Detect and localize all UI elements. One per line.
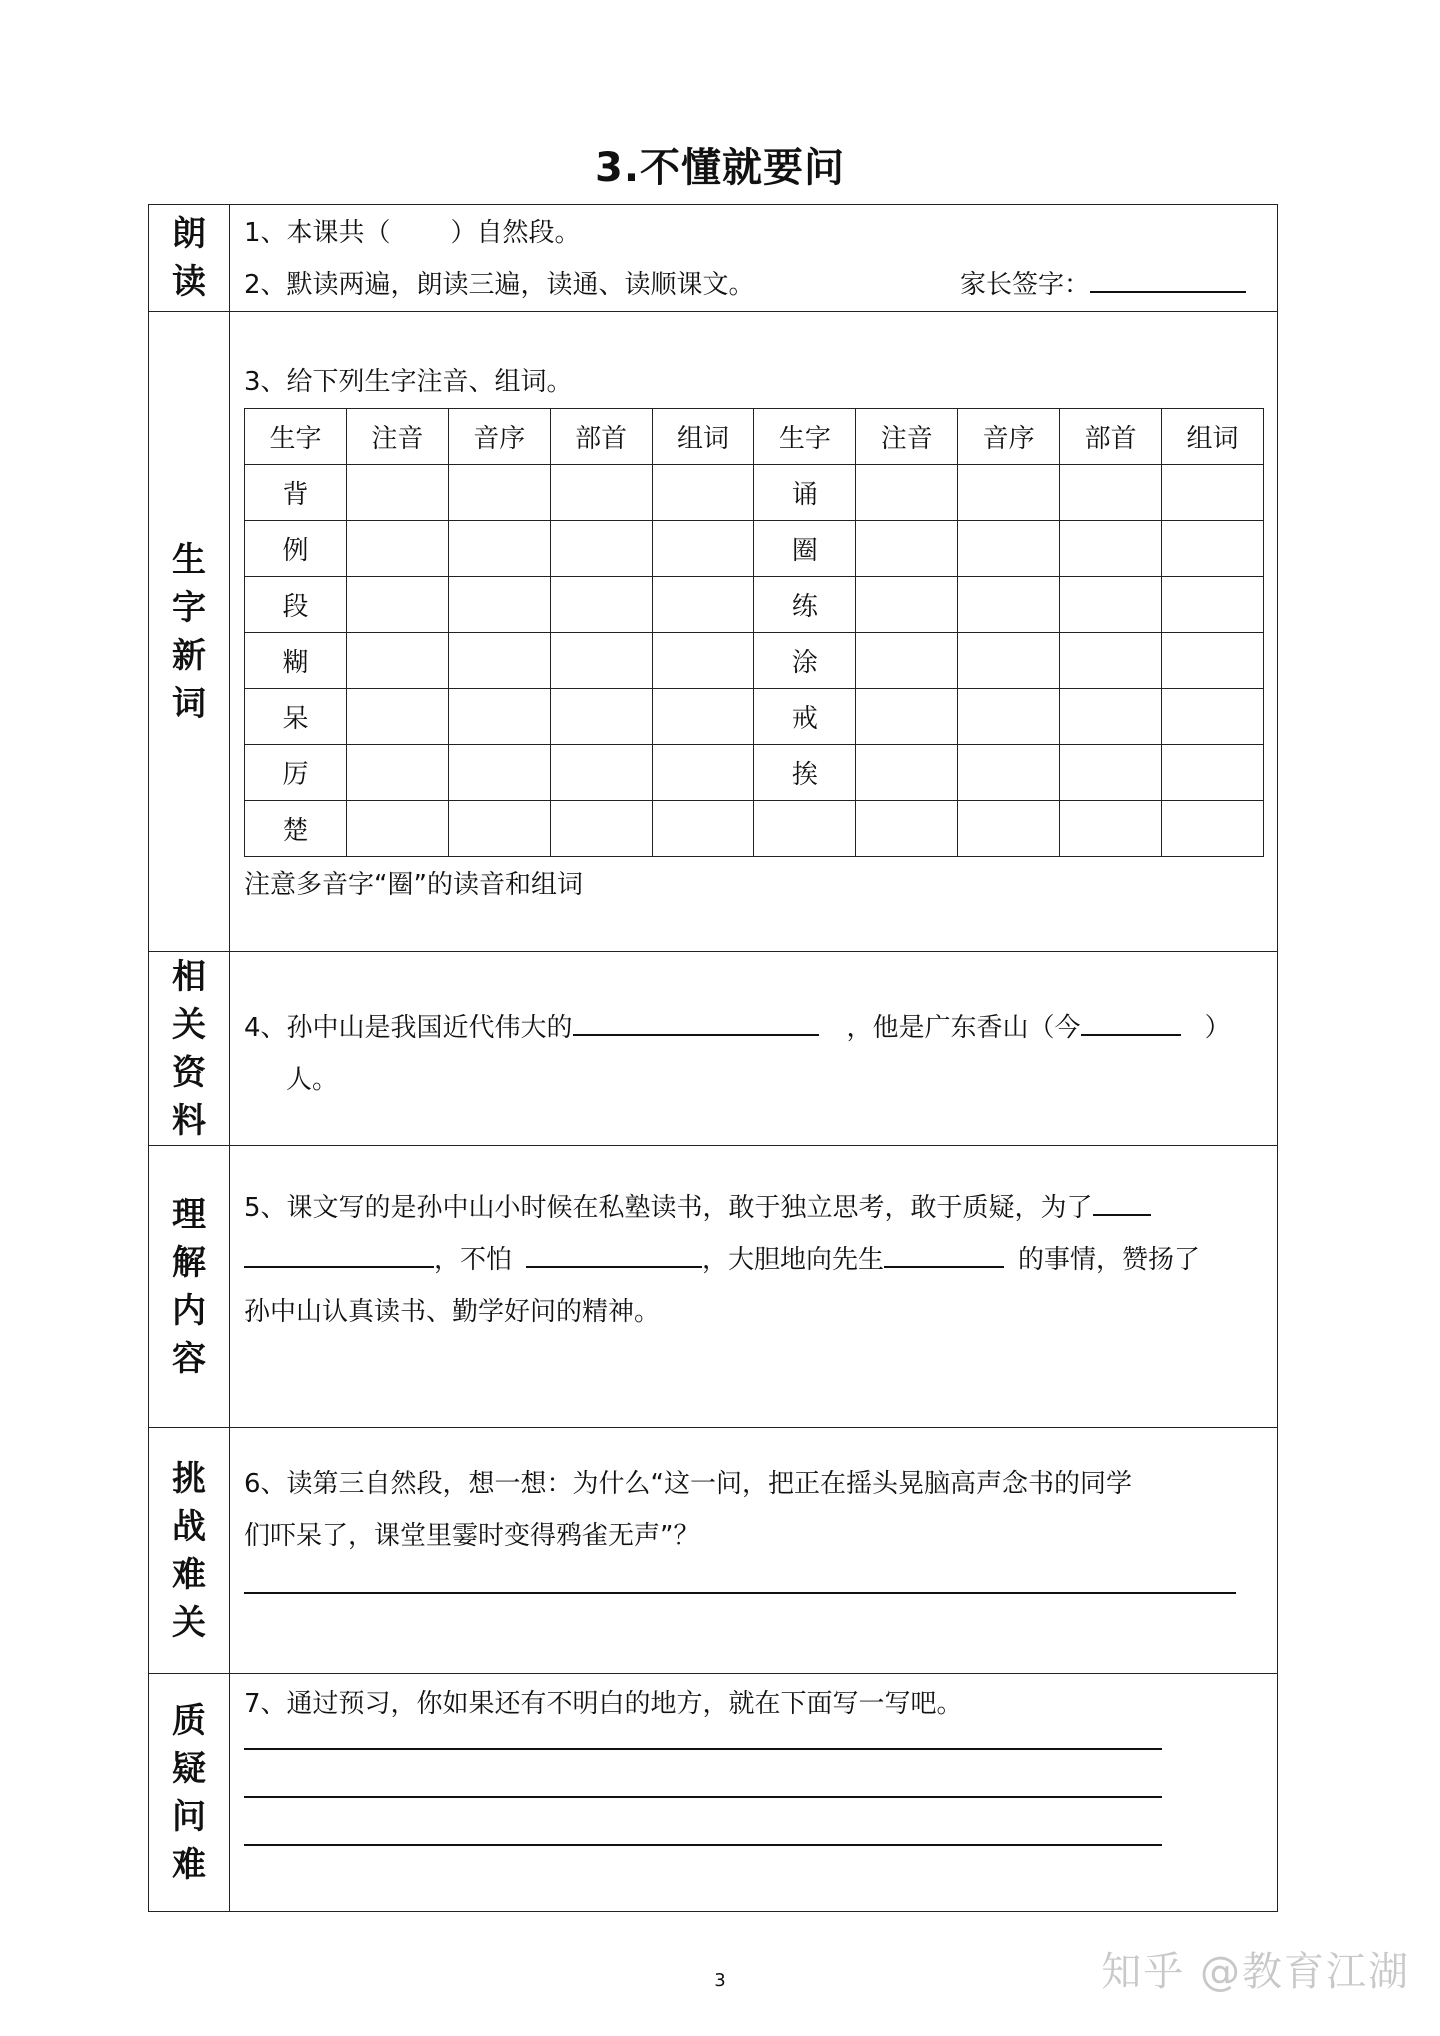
chars-header-row xyxy=(245,409,1264,465)
answer-cell[interactable] xyxy=(856,465,958,521)
label-char: 相 xyxy=(172,956,206,997)
q5-part-a: 5、课文写的是孙中山小时候在私塾读书，敢于独立思考，敢于质疑，为了 xyxy=(244,1193,1093,1223)
answer-cell[interactable] xyxy=(550,745,652,801)
answer-cell[interactable] xyxy=(1060,577,1162,633)
answer-cell[interactable] xyxy=(346,521,448,577)
answer-cell[interactable] xyxy=(958,577,1060,633)
label-char: 难 xyxy=(172,1844,206,1885)
answer-cell[interactable] xyxy=(652,633,754,689)
q7-answer-line[interactable] xyxy=(244,1844,1162,1846)
column-header: 组词 xyxy=(1162,409,1264,465)
q5-blank-1b[interactable] xyxy=(244,1236,434,1268)
answer-cell[interactable] xyxy=(550,633,652,689)
label-char: 质 xyxy=(172,1700,206,1741)
q5-part-e: 孙中山认真读书、勤学好问的精神。 xyxy=(244,1297,661,1327)
table-row xyxy=(245,801,1264,857)
q4-part-a: 4、孙中山是我国近代伟大的 xyxy=(244,1013,573,1043)
answer-cell[interactable] xyxy=(1060,521,1162,577)
char-cell: 圈 xyxy=(754,521,856,577)
char-cell: 楚 xyxy=(245,801,347,857)
label-char: 解 xyxy=(172,1242,206,1283)
q7-answer-line[interactable] xyxy=(244,1748,1162,1750)
polyphone-note: 注意多音字“圈”的读音和组词 xyxy=(244,870,583,900)
answer-cell[interactable] xyxy=(652,801,754,857)
answer-cell[interactable] xyxy=(958,745,1060,801)
label-char: 关 xyxy=(172,1602,206,1643)
section-questions xyxy=(230,1674,1278,1912)
answer-cell[interactable] xyxy=(1060,745,1162,801)
new-chars-table xyxy=(244,408,1264,857)
worksheet-table xyxy=(148,204,1278,1912)
answer-cell[interactable] xyxy=(346,633,448,689)
column-header: 部首 xyxy=(550,409,652,465)
table-row xyxy=(245,521,1264,577)
q6-part-b: 们吓呆了，课堂里霎时变得鸦雀无声”？ xyxy=(244,1521,700,1551)
char-cell: 涂 xyxy=(754,633,856,689)
q1-suffix: ）自然段。 xyxy=(450,218,581,248)
parent-sign-label: 家长签字： xyxy=(960,270,1091,300)
answer-cell[interactable] xyxy=(652,577,754,633)
label-char: 挑 xyxy=(172,1458,206,1499)
answer-cell[interactable] xyxy=(856,577,958,633)
answer-cell[interactable] xyxy=(652,465,754,521)
answer-cell[interactable] xyxy=(1162,465,1264,521)
q4-part-c: ） xyxy=(1204,1013,1231,1043)
label-char: 战 xyxy=(172,1506,206,1547)
char-cell: 戒 xyxy=(754,689,856,745)
answer-cell[interactable] xyxy=(550,577,652,633)
section-understanding xyxy=(230,1146,1278,1428)
section-materials xyxy=(230,952,1278,1146)
answer-cell[interactable] xyxy=(1162,521,1264,577)
q7-answer-line[interactable] xyxy=(244,1796,1162,1798)
label-char: 新 xyxy=(172,635,206,676)
label-char: 关 xyxy=(172,1004,206,1045)
answer-cell[interactable] xyxy=(448,689,550,745)
char-cell: 诵 xyxy=(754,465,856,521)
label-char: 读 xyxy=(172,262,206,302)
page-number: 3 xyxy=(714,1970,726,1991)
answer-cell[interactable] xyxy=(346,465,448,521)
answer-cell[interactable] xyxy=(856,745,958,801)
label-char: 内 xyxy=(172,1290,206,1331)
label-char: 难 xyxy=(172,1554,206,1595)
answer-cell[interactable] xyxy=(550,801,652,857)
answer-cell[interactable] xyxy=(550,689,652,745)
answer-cell[interactable] xyxy=(1162,633,1264,689)
answer-cell[interactable] xyxy=(448,633,550,689)
char-cell: 挨 xyxy=(754,745,856,801)
section-words xyxy=(230,312,1278,952)
column-header: 组词 xyxy=(652,409,754,465)
answer-cell[interactable] xyxy=(856,689,958,745)
answer-cell[interactable] xyxy=(958,801,1060,857)
answer-cell[interactable] xyxy=(958,689,1060,745)
q3-text: 3、给下列生字注音、组词。 xyxy=(244,367,573,397)
q1-prefix: 1、本课共（ xyxy=(244,218,391,248)
q5-part-b: ，不怕 xyxy=(434,1245,513,1275)
answer-cell[interactable] xyxy=(346,689,448,745)
column-header: 生字 xyxy=(245,409,347,465)
answer-cell[interactable] xyxy=(958,633,1060,689)
q5-blank-3[interactable] xyxy=(884,1236,1004,1268)
table-row xyxy=(245,633,1264,689)
table-row xyxy=(245,465,1264,521)
answer-cell[interactable] xyxy=(856,521,958,577)
char-cell: 厉 xyxy=(245,745,347,801)
char-cell: 背 xyxy=(245,465,347,521)
answer-cell[interactable] xyxy=(1060,633,1162,689)
column-header: 注音 xyxy=(856,409,958,465)
answer-cell[interactable] xyxy=(448,465,550,521)
answer-cell[interactable] xyxy=(346,801,448,857)
answer-cell[interactable] xyxy=(856,801,958,857)
answer-cell[interactable] xyxy=(1162,801,1264,857)
answer-cell[interactable] xyxy=(856,633,958,689)
q6-part-a: 6、读第三自然段，想一想：为什么“这一问，把正在摇头晃脑高声念书的同学 xyxy=(244,1469,1133,1499)
column-header: 生字 xyxy=(754,409,856,465)
answer-cell[interactable] xyxy=(1162,745,1264,801)
table-row xyxy=(245,577,1264,633)
q4-part-b: ，他是广东香山（今 xyxy=(846,1013,1081,1043)
q5-part-d: 的事情，赞扬了 xyxy=(1018,1245,1201,1275)
label-char: 容 xyxy=(172,1338,206,1379)
q6-answer-line[interactable] xyxy=(244,1592,1236,1594)
answer-cell[interactable] xyxy=(448,521,550,577)
char-cell: 例 xyxy=(245,521,347,577)
answer-cell[interactable] xyxy=(1060,801,1162,857)
answer-cell[interactable] xyxy=(1060,465,1162,521)
section-label-reading xyxy=(149,205,230,312)
answer-cell[interactable] xyxy=(1060,689,1162,745)
char-cell: 练 xyxy=(754,577,856,633)
label-char: 资 xyxy=(172,1052,206,1093)
section-reading xyxy=(230,205,1278,312)
label-char: 朗 xyxy=(172,214,206,254)
char-cell: 段 xyxy=(245,577,347,633)
column-header: 注音 xyxy=(346,409,448,465)
q2-text: 2、默读两遍，朗读三遍，读通、读顺课文。 xyxy=(244,270,755,300)
answer-cell[interactable] xyxy=(652,745,754,801)
section-label-questions xyxy=(149,1674,230,1912)
q4-blank-1[interactable] xyxy=(573,1004,819,1036)
label-char: 生 xyxy=(172,539,206,580)
char-cell: 呆 xyxy=(245,689,347,745)
watermark: 知乎 @教育江湖 xyxy=(1101,1949,1410,1995)
answer-cell[interactable] xyxy=(550,465,652,521)
answer-cell[interactable] xyxy=(958,465,1060,521)
answer-cell[interactable] xyxy=(346,577,448,633)
section-label-understanding xyxy=(149,1146,230,1428)
answer-cell[interactable] xyxy=(1162,577,1264,633)
answer-cell[interactable] xyxy=(1162,689,1264,745)
section-label-challenge xyxy=(149,1428,230,1674)
table-row xyxy=(245,745,1264,801)
section-label-words xyxy=(149,312,230,952)
answer-cell[interactable] xyxy=(652,521,754,577)
parent-sign-blank[interactable] xyxy=(1090,261,1246,293)
label-char: 疑 xyxy=(172,1748,206,1789)
label-char: 料 xyxy=(172,1100,206,1141)
column-header: 音序 xyxy=(958,409,1060,465)
label-char: 字 xyxy=(172,587,206,628)
section-challenge xyxy=(230,1428,1278,1674)
answer-cell[interactable] xyxy=(652,689,754,745)
q5-part-c: ，大胆地向先生 xyxy=(702,1245,885,1275)
answer-cell[interactable] xyxy=(958,521,1060,577)
q7-text: 7、通过预习，你如果还有不明白的地方，就在下面写一写吧。 xyxy=(244,1689,963,1719)
section-label-materials xyxy=(149,952,230,1146)
q4-part-d: 人。 xyxy=(286,1065,339,1095)
answer-cell[interactable] xyxy=(448,577,550,633)
answer-cell[interactable] xyxy=(550,521,652,577)
answer-cell[interactable] xyxy=(448,801,550,857)
q4-blank-2[interactable] xyxy=(1081,1004,1181,1036)
char-cell xyxy=(754,801,856,857)
page-title: 3.不懂就要问 xyxy=(594,145,846,191)
column-header: 音序 xyxy=(448,409,550,465)
table-row xyxy=(245,689,1264,745)
column-header: 部首 xyxy=(1060,409,1162,465)
answer-cell[interactable] xyxy=(448,745,550,801)
label-char: 问 xyxy=(172,1796,206,1837)
q5-blank-1a[interactable] xyxy=(1093,1184,1151,1216)
char-cell: 糊 xyxy=(245,633,347,689)
label-char: 理 xyxy=(172,1194,206,1235)
q5-blank-2[interactable] xyxy=(526,1236,702,1268)
answer-cell[interactable] xyxy=(346,745,448,801)
label-char: 词 xyxy=(172,683,206,724)
